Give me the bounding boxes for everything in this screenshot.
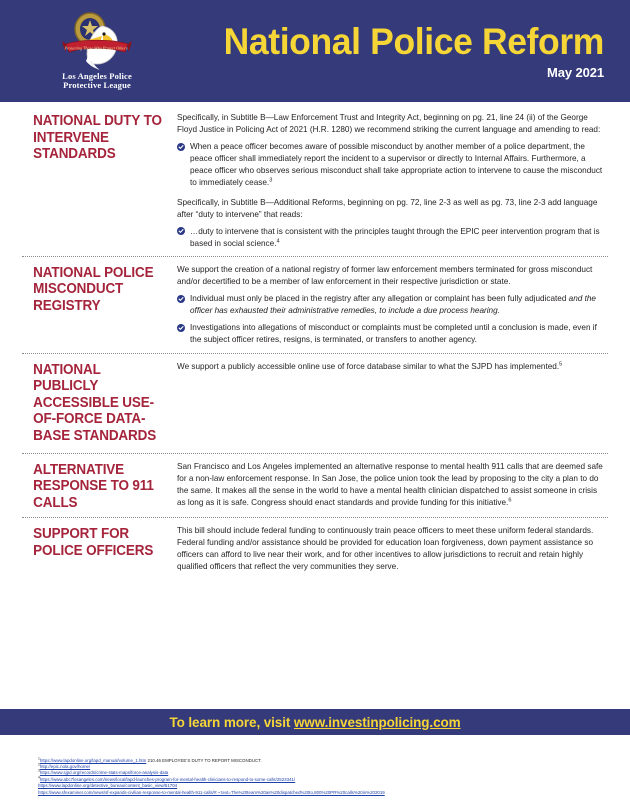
list-item-text: When a peace officer becomes aware of possible misconduct by another member of a police department, the peace officer shall immediately report the incident to a supervisor or directly to Internal Affairs. Furthermore, a peace officer who observes serious misconduct shall take appropriate action to intervene to cause the misconduct to immediately cease. <box>190 142 603 188</box>
section-support-for-officers <box>22 517 608 579</box>
section-duty-to-intervene <box>22 105 608 256</box>
lappl-logo <box>0 12 160 91</box>
svg-text:Protecting Those Who Protect O: Protecting Those Who Protect Others <box>64 45 128 50</box>
footnote-number: 1 <box>38 756 40 761</box>
section-content <box>177 112 608 250</box>
section-heading: SUPPORT FOR POLICE OFFICERS <box>33 526 154 559</box>
section-heading: NATIONAL POLICE MISCONDUCT REGISTRY <box>33 264 154 314</box>
footnote-number: 4 <box>38 775 40 780</box>
logo-line-2: Protective League <box>63 80 131 90</box>
section-use-of-force-database <box>22 353 608 453</box>
bullet-list <box>177 141 604 189</box>
page-title: National Police Reform <box>223 20 605 62</box>
paragraph-text: We support a publicly accessible online use of force database similar to what the SJPD has implemented. <box>177 361 560 371</box>
footer-cta[interactable] <box>169 715 460 730</box>
footnote-link[interactable]: https://www.abc7losangeles.com/news/local/lapd-launches-program-for-mental-health-clinicians-to-respond-to-some-calls/2523341/ <box>39 776 296 782</box>
section-misconduct-registry <box>22 256 608 353</box>
list-item <box>177 141 604 189</box>
page-date: May 2021 <box>546 64 604 80</box>
section-content <box>177 264 608 347</box>
bullet-list <box>177 226 604 250</box>
footnote-link[interactable]: https://www.lapdonline.org/lapd_manual/volume_1.htm <box>39 757 147 763</box>
list-item <box>177 293 604 317</box>
footnote-link[interactable]: https://www.lapdonline.org/detective_bureau/content_basic_view/51704 <box>38 783 178 789</box>
title-block <box>160 20 630 80</box>
page-header <box>0 0 630 102</box>
section-heading: NATIONAL DUTY TO INTERVENE STANDARDS <box>33 113 162 162</box>
footnote-marker: 5 <box>559 360 563 367</box>
section-heading: ALTERNATIVE RESPONSE TO 911 CALLS <box>33 461 154 511</box>
footnote-number: 3 <box>38 768 40 773</box>
footnote-link[interactable]: https://www.sjpd.org/records/crime-stats-maps/force-analysis-data <box>39 770 169 776</box>
footnote-link[interactable]: https://www.sfexaminer.com/news/sf-expands-civilian-response-to-mental-health-911-calls/#:~:text=The%20team%20as%20dispatched%20to,800%20PR%20calls%20in%202019 <box>38 789 385 795</box>
footnote-item <box>38 790 614 796</box>
paragraph: Specifically, in Subtitle B—Additional Reforms, beginning on pg. 72, line 2-3 as well as pg. 73, line 2-3 add language after “duty to intervene” that reads: <box>177 197 598 219</box>
section-heading: NATIONAL PUBLICLY ACCESSIBLE USE-OF-FORCE DATA-BASE STANDARDS <box>33 361 157 444</box>
logo-wordmark <box>62 72 132 91</box>
check-circle-icon <box>177 324 185 332</box>
paragraph: We support the creation of a national registry of former law enforcement members terminated for gross misconduct and/or decertified to be a member of law enforcement in their respective jurisdiction or state. <box>177 264 593 287</box>
paragraph: Specifically, in Subtitle B—Law Enforcement Trust and Integrity Act, beginning on pg. 21, line 24 (ii) of the George Floyd Justice in Policing Act of 2021 (H.R. 1280) we recommend striking the current language and amending to read: <box>177 113 601 135</box>
footnote-link[interactable]: http://epic.nola.gov/home/ <box>39 763 91 769</box>
check-circle-icon <box>177 295 185 303</box>
list-item-emphasis: and the officer has exhausted their administrative remedies, to include a due process hearing. <box>190 294 596 316</box>
footnote-number: 2 <box>38 762 40 767</box>
footnote-marker: 6 <box>508 497 512 504</box>
list-item-text: Individual must only be placed in the registry after any allegation or complaint has been fully adjudicated <box>190 294 569 304</box>
paragraph <box>177 461 604 509</box>
list-item-text: …duty to intervene that is consistent with the principles taught through the EPIC peer intervention program that is based in social science. <box>190 226 600 248</box>
section-alternative-response <box>22 453 608 518</box>
footer-cta-url[interactable]: www.investinpolicing.com <box>293 714 461 730</box>
paragraph-text: San Francisco and Los Angeles implemented an alternative response to mental health 911 calls that are deemed safe for a non-law enforcement response. In San Jose, the police union took the lead by proposing to the city a plan to do the same. It makes all the sense in the world to have a mental health clinician dispatched to assist someone in crisis as long as it is safe. Congress should enact standards and provide funding for this initiative. <box>177 461 603 507</box>
eagle-badge-icon <box>58 12 136 70</box>
check-circle-icon <box>177 227 185 235</box>
logo-line-1: Los Angeles Police <box>62 70 132 81</box>
list-item <box>177 226 604 250</box>
list-item <box>177 322 604 346</box>
paragraph: This bill should include federal funding to continuously train peace officers to meet these uniform federal standards. Federal funding and/or assistance should be provided for education loan forgiveness, down payment assistance so officers can afford to live near their work, and for other incentives to allow jurisdictions to recruit and retain highly qualified officers that reflect the very communities they serve. <box>177 526 594 572</box>
footnote-marker: 3 <box>269 177 273 184</box>
section-content <box>177 461 608 512</box>
footnote-tail: 210.46 EMPLOYEE’S DUTY TO REPORT MISCONDUCT. <box>146 757 262 763</box>
section-content <box>177 525 608 573</box>
footer-cta-band <box>0 709 630 735</box>
section-content <box>177 361 608 447</box>
footnotes-list <box>38 758 614 796</box>
bullet-list <box>177 293 604 346</box>
paragraph <box>177 361 604 373</box>
check-circle-icon <box>177 143 185 151</box>
footnote-marker: 4 <box>276 238 280 245</box>
footer-cta-prefix: To learn more, visit <box>169 714 294 730</box>
list-item-text: Investigations into allegations of misconduct or complaints must be completed until a conclusion is made, even if the subject officer retires, resigns, is terminated, or transfers to another agency. <box>190 323 597 345</box>
document-body <box>0 105 630 579</box>
